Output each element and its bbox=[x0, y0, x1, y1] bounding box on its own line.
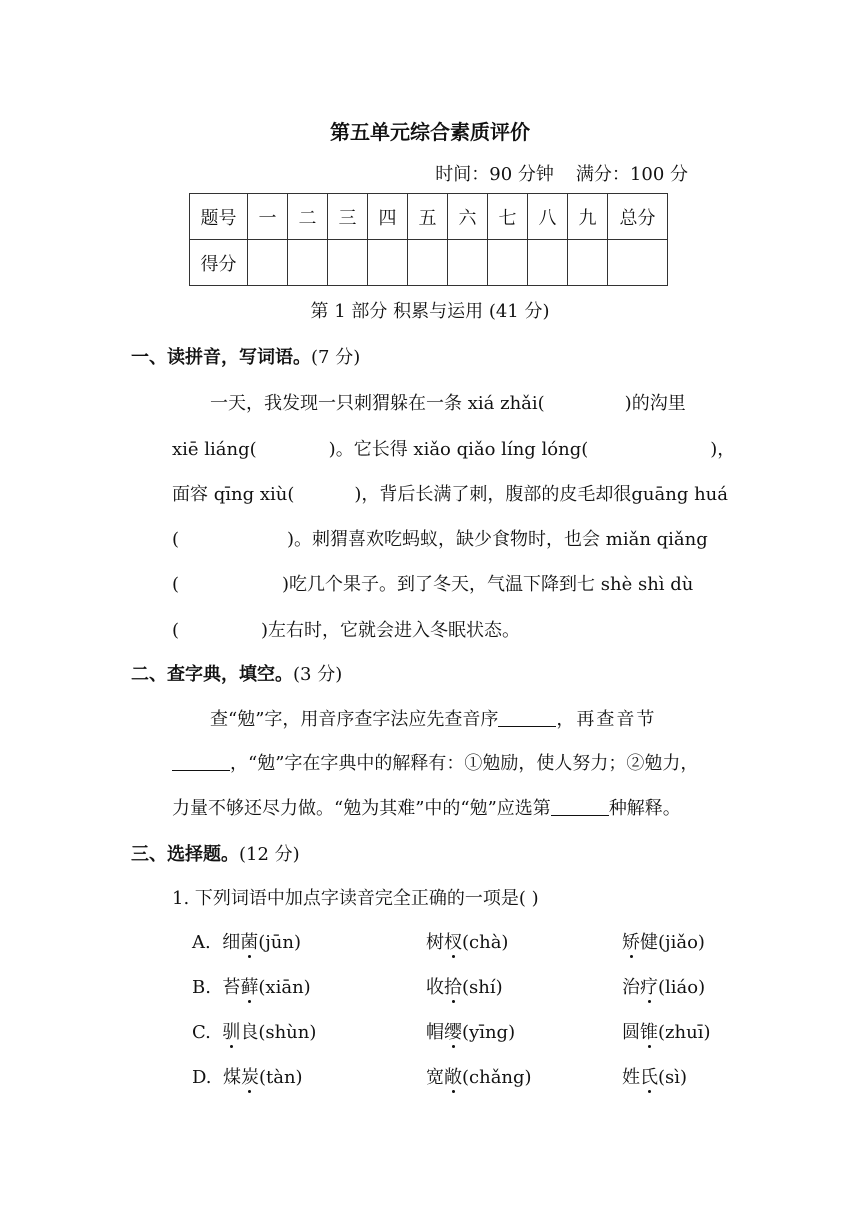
answer-blank[interactable] bbox=[551, 797, 609, 816]
text: 细 bbox=[222, 932, 241, 953]
paragraph-line bbox=[172, 570, 693, 596]
text: ( bbox=[172, 574, 180, 595]
table-cell: 一 bbox=[248, 194, 288, 240]
score-cell[interactable] bbox=[448, 240, 488, 286]
score-cell[interactable] bbox=[328, 240, 368, 286]
text: )左右时，它就会进入冬眠状态。 bbox=[261, 620, 521, 641]
time-limit: 时间：90 分钟 bbox=[435, 164, 554, 185]
option-b-word-2 bbox=[426, 973, 503, 999]
exam-meta bbox=[435, 160, 688, 186]
text: ，再查音节 bbox=[556, 709, 657, 730]
text: )。刺猬喜欢吃蚂蚁，缺少食物时，也会 miǎn qiǎng bbox=[287, 529, 708, 550]
section-title: 一、读拼音，写词语。 bbox=[131, 347, 311, 368]
dotted-char: 藓 bbox=[240, 977, 259, 998]
full-score: 满分：100 分 bbox=[575, 164, 688, 185]
text: 宽 bbox=[426, 1067, 444, 1088]
dotted-char: 拾 bbox=[444, 977, 462, 998]
paragraph-line bbox=[172, 435, 735, 461]
dotted-char: 氏 bbox=[640, 1067, 658, 1088]
text: )，背后长满了刺，腹部的皮毛却很guāng huá bbox=[354, 484, 728, 505]
paragraph-line bbox=[172, 525, 708, 551]
pinyin: (shí) bbox=[462, 977, 503, 998]
dotted-char: 驯 bbox=[222, 1022, 241, 1043]
option-label: C. bbox=[192, 1022, 211, 1043]
score-cell[interactable] bbox=[368, 240, 408, 286]
pinyin: (tàn) bbox=[258, 1067, 303, 1088]
text: 治 bbox=[622, 977, 640, 998]
text: 帽 bbox=[426, 1022, 444, 1043]
option-label: A. bbox=[192, 932, 211, 953]
score-cell[interactable] bbox=[288, 240, 328, 286]
answer-blank[interactable] bbox=[498, 708, 556, 727]
table-cell: 九 bbox=[568, 194, 608, 240]
option-c[interactable] bbox=[192, 1018, 316, 1044]
section-2-heading bbox=[131, 660, 342, 686]
text: 圆 bbox=[622, 1022, 640, 1043]
text: 种解释。 bbox=[608, 798, 681, 819]
text: 苔 bbox=[222, 977, 241, 998]
pinyin: (zhuī) bbox=[658, 1022, 711, 1043]
table-cell: 得分 bbox=[190, 240, 248, 286]
table-cell: 六 bbox=[448, 194, 488, 240]
dotted-char: 菌 bbox=[240, 932, 259, 953]
option-c-word-2 bbox=[426, 1018, 515, 1044]
text: 一天，我发现一只刺猬躲在一条 xiá zhǎi( bbox=[210, 393, 545, 414]
option-a-word-3 bbox=[622, 928, 705, 954]
score-cell[interactable] bbox=[488, 240, 528, 286]
dotted-char: 疗 bbox=[640, 977, 658, 998]
section-3-heading bbox=[131, 840, 300, 866]
pinyin: (jiǎo) bbox=[658, 932, 705, 953]
option-d-word-3 bbox=[622, 1063, 687, 1089]
section-points: (3 分) bbox=[293, 664, 343, 685]
score-cell[interactable] bbox=[408, 240, 448, 286]
score-cell[interactable] bbox=[608, 240, 668, 286]
text: 面容 qīng xiù( bbox=[172, 484, 295, 505]
dotted-char: 缨 bbox=[444, 1022, 462, 1043]
option-b[interactable] bbox=[192, 973, 311, 999]
paragraph-line bbox=[210, 705, 656, 731]
score-cell[interactable] bbox=[568, 240, 608, 286]
pinyin: (shùn) bbox=[258, 1022, 317, 1043]
dotted-char: 敞 bbox=[444, 1067, 462, 1088]
option-c-word-3 bbox=[622, 1018, 710, 1044]
table-cell: 五 bbox=[408, 194, 448, 240]
option-a[interactable] bbox=[192, 928, 301, 954]
text: ，“勉”字在字典中的解释有：①勉励，使人努力；②勉力， bbox=[230, 753, 699, 774]
score-cell[interactable] bbox=[528, 240, 568, 286]
text: 煤 bbox=[222, 1067, 241, 1088]
paragraph-line bbox=[172, 616, 520, 642]
pinyin: (jūn) bbox=[258, 932, 301, 953]
text: )， bbox=[710, 439, 736, 460]
table-cell: 四 bbox=[368, 194, 408, 240]
paragraph-line bbox=[172, 794, 681, 820]
option-label: B. bbox=[192, 977, 211, 998]
text: 树 bbox=[426, 932, 444, 953]
table-cell: 八 bbox=[528, 194, 568, 240]
pinyin: (sì) bbox=[658, 1067, 688, 1088]
table-cell: 总分 bbox=[608, 194, 668, 240]
score-table bbox=[189, 193, 668, 286]
score-cell[interactable] bbox=[248, 240, 288, 286]
section-1-heading bbox=[131, 343, 360, 369]
text: )的沟里 bbox=[624, 393, 686, 414]
text: 良 bbox=[240, 1022, 259, 1043]
paragraph-line bbox=[172, 749, 698, 775]
text: 收 bbox=[426, 977, 444, 998]
text: )吃几个果子。到了冬天，气温下降到七 shè shì dù bbox=[282, 574, 694, 595]
table-cell: 三 bbox=[328, 194, 368, 240]
option-d-word-2 bbox=[426, 1063, 532, 1089]
text: 健 bbox=[640, 932, 658, 953]
text: 查“勉”字，用音序查字法应先查音序 bbox=[210, 709, 499, 730]
pinyin: (chà) bbox=[462, 932, 509, 953]
section-points: (12 分) bbox=[239, 844, 300, 865]
answer-blank[interactable] bbox=[172, 752, 230, 771]
dotted-char: 杈 bbox=[444, 932, 462, 953]
dotted-char: 矫 bbox=[622, 932, 640, 953]
text: ( bbox=[172, 529, 180, 550]
score-table-header-row bbox=[190, 194, 668, 240]
table-cell: 七 bbox=[488, 194, 528, 240]
text: 力量不够还尽力做。“勉为其难”中的“勉”应选第 bbox=[172, 798, 551, 819]
text: )。它长得 xiǎo qiǎo líng lóng( bbox=[328, 439, 589, 460]
part-heading: 第 1 部分 积累与运用 (41 分) bbox=[310, 301, 550, 322]
section-points: (7 分) bbox=[311, 347, 361, 368]
section-title: 三、选择题。 bbox=[131, 844, 239, 865]
question-1: 1. 下列词语中加点字读音完全正确的一项是( ) bbox=[172, 888, 539, 909]
pinyin: (liáo) bbox=[658, 977, 706, 998]
pinyin: (xiān) bbox=[258, 977, 311, 998]
option-b-word-3 bbox=[622, 973, 705, 999]
text: xiē liáng( bbox=[172, 439, 257, 460]
paragraph-line bbox=[210, 389, 686, 415]
score-table-score-row bbox=[190, 240, 668, 286]
table-cell: 二 bbox=[288, 194, 328, 240]
dotted-char: 炭 bbox=[240, 1067, 259, 1088]
option-a-word-2 bbox=[426, 928, 508, 954]
pinyin: (chǎng) bbox=[462, 1067, 532, 1088]
option-d[interactable] bbox=[192, 1063, 303, 1089]
table-cell: 题号 bbox=[190, 194, 248, 240]
paragraph-line bbox=[172, 480, 728, 506]
pinyin: (yīng) bbox=[462, 1022, 516, 1043]
option-label: D. bbox=[192, 1067, 212, 1088]
page-title: 第五单元综合素质评价 bbox=[330, 120, 530, 144]
text: 姓 bbox=[622, 1067, 640, 1088]
dotted-char: 锥 bbox=[640, 1022, 658, 1043]
text: ( bbox=[172, 620, 180, 641]
section-title: 二、查字典，填空。 bbox=[131, 664, 293, 685]
